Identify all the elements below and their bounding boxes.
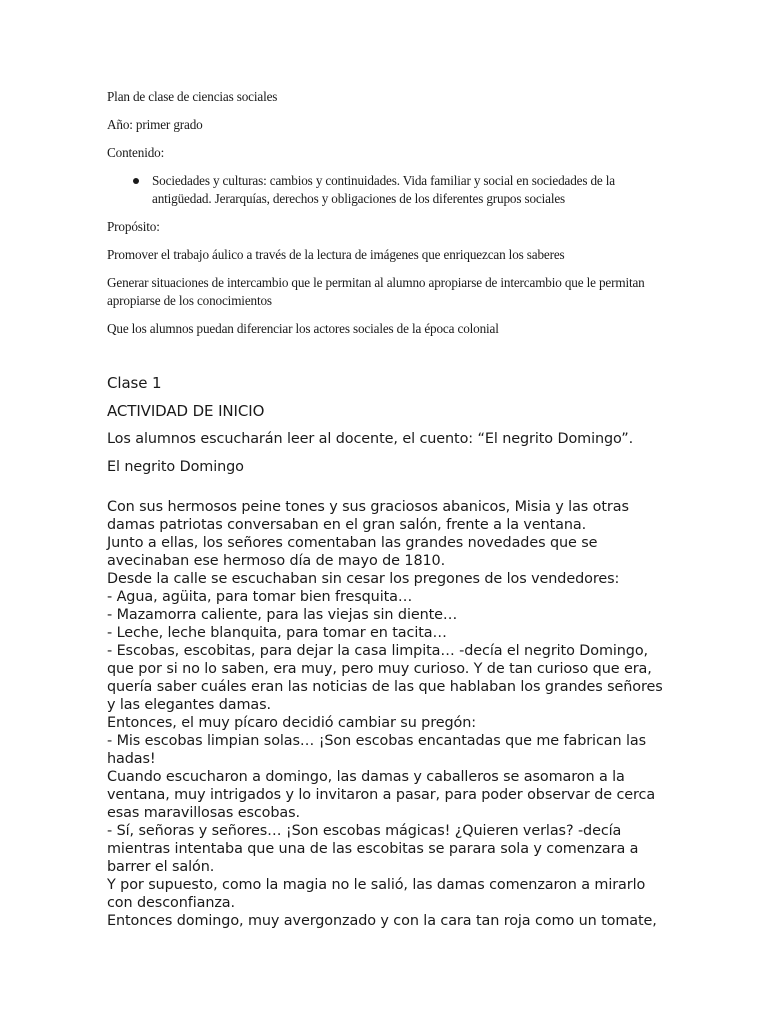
story-title: El negrito Domingo — [107, 459, 244, 475]
activity-heading: ACTIVIDAD DE INICIO — [107, 402, 265, 420]
class-section — [107, 374, 667, 930]
activity-intro: Los alumnos escucharán leer al docente, el cuento: “El negrito Domingo”. — [107, 431, 634, 447]
story-paragraph: - Agua, agüita, para tomar bien fresquita… — [107, 589, 413, 605]
story-body — [107, 498, 667, 930]
document-page — [107, 88, 667, 930]
purpose-item: Que los alumnos puedan diferenciar los actores sociales de la época colonial — [107, 321, 499, 336]
story-paragraph: Desde la calle se escuchaban sin cesar los pregones de los vendedores: — [107, 571, 620, 587]
story-paragraph: Y por supuesto, como la magia no le salió, las damas comenzaron a mirarlo con desconfianza. — [107, 877, 646, 911]
story-paragraph: - Mis escobas limpian solas… ¡Son escobas encantadas que me fabrican las hadas! — [107, 733, 646, 767]
story-paragraph: - Mazamorra caliente, para las viejas sin diente… — [107, 607, 458, 623]
purpose-label: Propósito: — [107, 219, 160, 234]
story-paragraph: - Sí, señoras y señores… ¡Son escobas mágicas! ¿Quieren verlas? -decía mientras intentaba que una de las escobitas se parara sola y comenzara a barrer el salón. — [107, 823, 639, 875]
purpose-item: Promover el trabajo áulico a través de la lectura de imágenes que enriquezcan los saberes — [107, 247, 565, 262]
purpose-item: Generar situaciones de intercambio que le permitan al alumno apropiarse de intercambio que le permitan apropiarse de los conocimientos — [107, 275, 645, 308]
class-heading: Clase 1 — [107, 374, 162, 392]
story-paragraph: Junto a ellas, los señores comentaban las grandes novedades que se avecinaban ese hermoso día de mayo de 1810. — [107, 535, 598, 569]
content-label: Contenido: — [107, 145, 165, 160]
plan-title: Plan de clase de ciencias sociales — [107, 89, 278, 104]
plan-year: Año: primer grado — [107, 117, 203, 132]
story-paragraph: Cuando escucharon a domingo, las damas y caballeros se asomaron a la ventana, muy intrigados y lo invitaron a pasar, para poder observar de cerca esas maravillosas escobas. — [107, 769, 656, 821]
story-paragraph: Con sus hermosos peine tones y sus graciosos abanicos, Misia y las otras damas patriotas conversaban en el gran salón, frente a la ventana. — [107, 499, 629, 533]
lesson-plan-section — [107, 88, 667, 338]
content-list — [107, 172, 667, 208]
content-list-item: Sociedades y culturas: cambios y continuidades. Vida familiar y social en sociedades de la antigüedad. Jerarquías, derechos y obligaciones de los diferentes grupos sociales — [152, 172, 667, 208]
story-paragraph: Entonces domingo, muy avergonzado y con la cara tan roja como un tomate, — [107, 913, 657, 929]
story-paragraph: - Leche, leche blanquita, para tomar en tacita… — [107, 625, 447, 641]
story-paragraph: Entonces, el muy pícaro decidió cambiar su pregón: — [107, 715, 476, 731]
story-paragraph: - Escobas, escobitas, para dejar la casa limpita… -decía el negrito Domingo, que por si no lo saben, era muy, pero muy curioso. Y de tan curioso que era, quería saber cuáles eran las noticias de las que hablaban los grandes señores y las elegantes damas. — [107, 643, 663, 713]
